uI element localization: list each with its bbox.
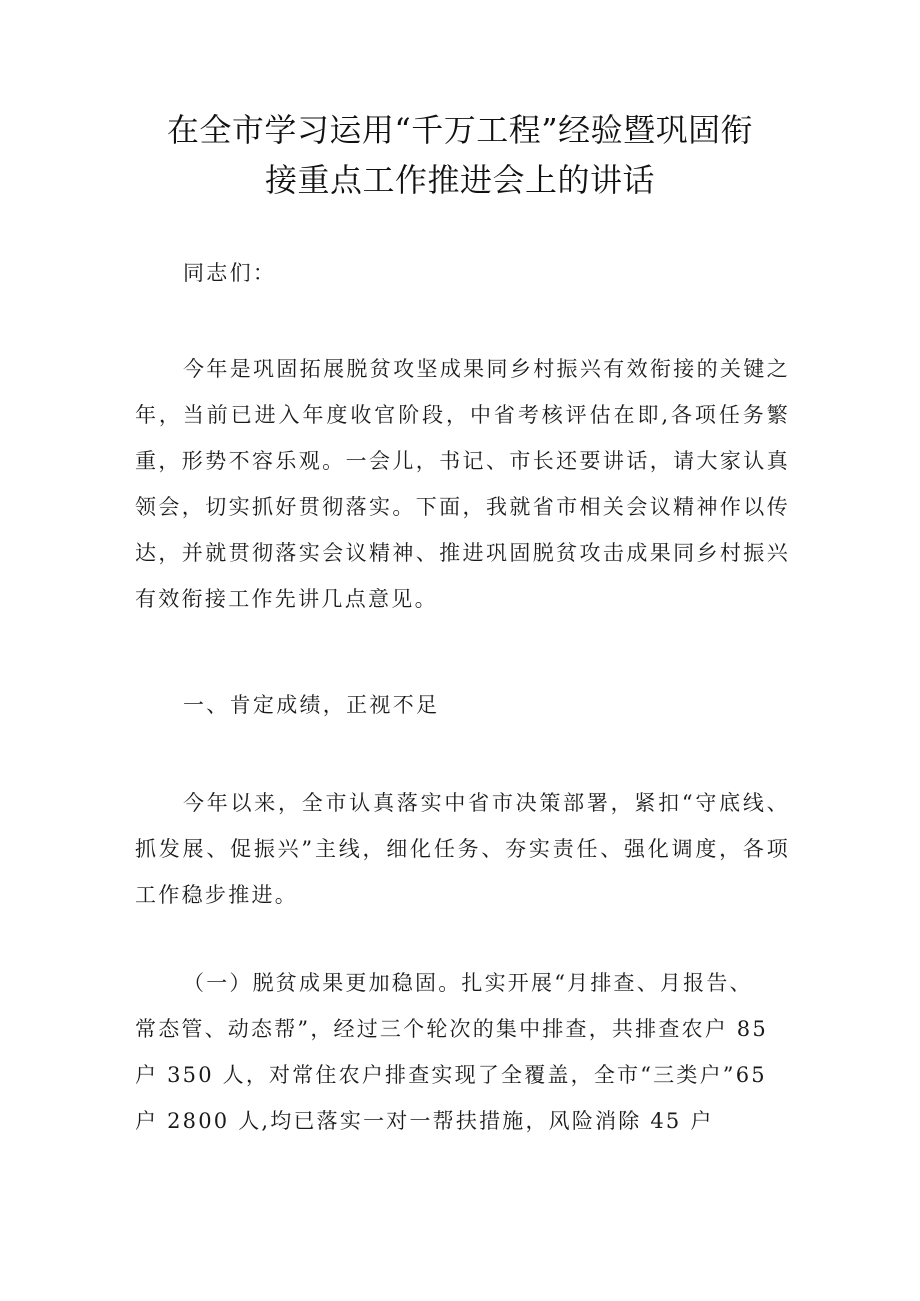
document-title-line-2: 接重点工作推进会上的讲话 [264, 161, 655, 199]
paragraph-line: （一）脱贫成果更加稳固。扎实开展“月排查、月报告、 [183, 971, 753, 995]
paragraph-line: 户 2800 人,均已落实一对一帮扶措施，风险消除 45 户 [135, 1109, 714, 1133]
greeting: 同志们： [183, 261, 277, 285]
paragraph-achievements: 今年以来，全市认真落实中省市决策部署，紧扣“守底线、抓发展、促振兴”主线，细化任务、夯实责任、强化调度，各项工作稳步推进。 [135, 791, 790, 907]
document-title-line-1: 在全市学习运用“千万工程”经验暨巩固衔 [166, 111, 754, 149]
paragraph-line: 户 350 人，对常住农户排查实现了全覆盖，全市“三类户”65 [135, 1063, 767, 1087]
paragraph-intro: 今年是巩固拓展脱贫攻坚成果同乡村振兴有效衔接的关键之年，当前已进入年度收官阶段，中省考核评估在即,各项任务繁重，形势不容乐观。一会儿，书记、市长还要讲话，请大家认真领会，切实抓好贯彻落实。下面，我就省市相关会议精神作以传达，并就贯彻落实会议精神、推进巩固脱贫攻击成果同乡村振兴有效衔接工作先讲几点意见。 [135, 357, 790, 611]
paragraph-poverty-results [135, 960, 790, 1144]
section-heading-1: 一、肯定成绩，正视不足 [183, 693, 440, 717]
paragraph-line: 常态管、动态帮”，经过三个轮次的集中排查，共排查农户 85 [135, 1017, 768, 1041]
